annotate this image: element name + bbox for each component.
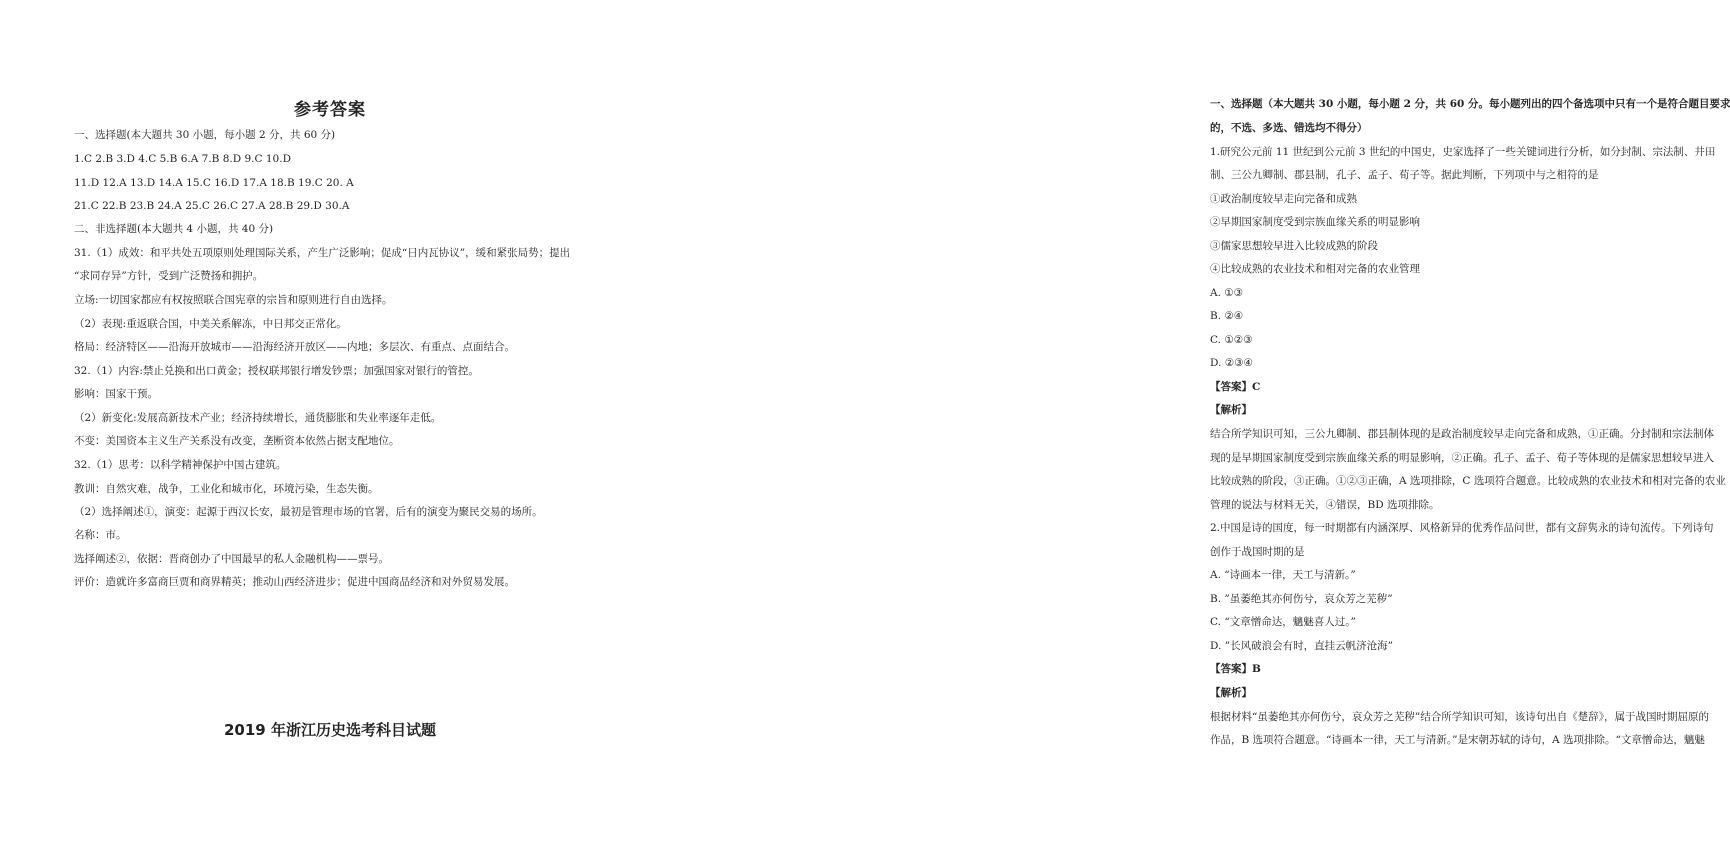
answer-text: （2）表现:重返联合国，中美关系解冻，中日邦交正常化。 [74, 318, 347, 330]
answer-row: 21.C 22.B 23.B 24.A 25.C 26.C 27.A 28.B 29.D 30.A [74, 200, 350, 212]
answer-row: 11.D 12.A 13.D 14.A 15.C 16.D 17.A 18.B 19.C 20. A [74, 177, 354, 189]
answer-row: 1.C 2.B 3.D 4.C 5.B 6.A 7.B 8.D 9.C 10.D [74, 153, 291, 165]
answer-label: 【答案】C [1210, 381, 1261, 393]
answer-label: 【答案】B [1210, 663, 1261, 675]
question-text: 制、三公九卿制、郡县制，孔子、孟子、荀子等。据此判断，下列项中与之相符的是 [1210, 169, 1599, 181]
answer-text: 32.（1）内容:禁止兑换和出口黄金；授权联邦银行增发钞票；加强国家对银行的管控。 [74, 365, 479, 377]
answer-text: （2）选择阐述①，演变：起源于西汉长安，最初是管理市场的官署，后有的演变为聚民交易的场所。 [74, 506, 543, 518]
analysis-text: 比较成熟的阶段，③正确。①②③正确，A 选项排除，C 选项符合题意。比较成熟的农业技术和相对完备的农业 [1210, 475, 1726, 487]
answer-text: 不变：美国资本主义生产关系没有改变，垄断资本依然占据支配地位。 [74, 435, 400, 447]
question-text: 2.中国是诗的国度，每一时期都有内涵深厚、风格新异的优秀作品问世，都有文辞隽永的诗句流传。下列诗句 [1210, 522, 1714, 534]
question-text: 创作于战国时期的是 [1210, 546, 1305, 558]
analysis-label: 【解析】 [1210, 687, 1252, 699]
analysis-text: 管理的说法与材料无关，④错误，BD 选项排除。 [1210, 499, 1440, 511]
analysis-text: 作品，B 选项符合题意。“诗画本一律，天工与清新。”是宋朝苏轼的诗句，A 选项排除。“文章憎命达，魑魅 [1210, 734, 1705, 746]
answer-text: 评价：造就许多富商巨贾和商界精英；推动山西经济进步；促进中国商品经济和对外贸易发展。 [74, 576, 515, 588]
option-a: A. ①③ [1210, 287, 1244, 299]
option-c: C. “文章憎命达，魑魅喜人过。” [1210, 616, 1356, 628]
option-b: B. ”虽萎绝其亦何伤兮，哀众芳之芜秽” [1210, 593, 1393, 605]
answer-text: 31.（1）成效：和平共处五项原则处理国际关系，产生广泛影响；促成“日内瓦协议”，缓和紧张局势；提出 [74, 247, 571, 259]
answer-text: 教训：自然灾难，战争，工业化和城市化，环境污染，生态失衡。 [74, 483, 379, 495]
answer-text: （2）新变化:发展高新技术产业；经济持续增长，通货膨胀和失业率逐年走低。 [74, 412, 442, 424]
question-page [600, 0, 1730, 849]
section-instructions: 的，不选、多选、错选均不得分） [1210, 122, 1368, 134]
answer-text: 影响：国家干预。 [74, 388, 158, 400]
answer-text: 立场:一切国家都应有权按照联合国宪章的宗旨和原则进行自由选择。 [74, 294, 393, 306]
answer-text: 格局：经济特区——沿海开放城市——沿海经济开放区——内地；多层次、有重点、点面结合。 [74, 341, 515, 353]
analysis-text: 根据材料“虽萎绝其亦何伤兮，哀众芳之芜秽”结合所学知识可知，该诗句出自《楚辞》，属于战国时期屈原的 [1210, 711, 1709, 723]
question-text: 1.研究公元前 11 世纪到公元前 3 世纪的中国史，史家选择了一些关键词进行分析，如分封制、宗法制、井田 [1210, 146, 1716, 158]
section-heading: 一、选择题(本大题共 30 小题，每小题 2 分，共 60 分) [74, 129, 336, 141]
analysis-text: 现的是早期国家制度受到宗族血缘关系的明显影响，②正确。孔子、孟子、荀子等体现的是儒家思想较早进入 [1210, 452, 1714, 464]
answer-text: “求同存异”方针，受到广泛赞扬和拥护。 [74, 270, 264, 282]
option-a: A. “诗画本一律，天工与清新。” [1210, 569, 1356, 581]
exam-title: 2019 年浙江历史选考科目试题 [224, 721, 436, 739]
section-heading: 二、非选择题(本大题共 4 小题，共 40 分) [74, 223, 274, 235]
section-instructions: 一、选择题（本大题共 30 小题，每小题 2 分，共 60 分。每小题列出的四个备选项中只有一个是符合题目要求 [1210, 98, 1730, 110]
answer-text: 名称：市。 [74, 529, 127, 541]
answer-text: 32.（1）思考：以科学精神保护中国古建筑。 [74, 459, 287, 471]
analysis-text: 结合所学知识可知，三公九卿制、郡县制体现的是政治制度较早走向完备和成熟，①正确。分封制和宗法制体 [1210, 428, 1714, 440]
answer-text: 选择阐述②，依据：晋商创办了中国最早的私人金融机构——票号。 [74, 553, 389, 565]
page-title: 参考答案 [294, 100, 366, 120]
analysis-label: 【解析】 [1210, 404, 1252, 416]
answer-key-page [0, 0, 600, 849]
statement-item: ②早期国家制度受到宗族血缘关系的明显影响 [1210, 216, 1420, 228]
option-d: D. ”长风破浪会有时，直挂云帆济沧海” [1210, 640, 1393, 652]
option-d: D. ②③④ [1210, 357, 1253, 369]
option-c: C. ①②③ [1210, 334, 1253, 346]
statement-item: ④比较成熟的农业技术和相对完备的农业管理 [1210, 263, 1420, 275]
statement-item: ③儒家思想较早进入比较成熟的阶段 [1210, 240, 1378, 252]
option-b: B. ②④ [1210, 310, 1244, 322]
statement-item: ①政治制度较早走向完备和成熟 [1210, 193, 1357, 205]
